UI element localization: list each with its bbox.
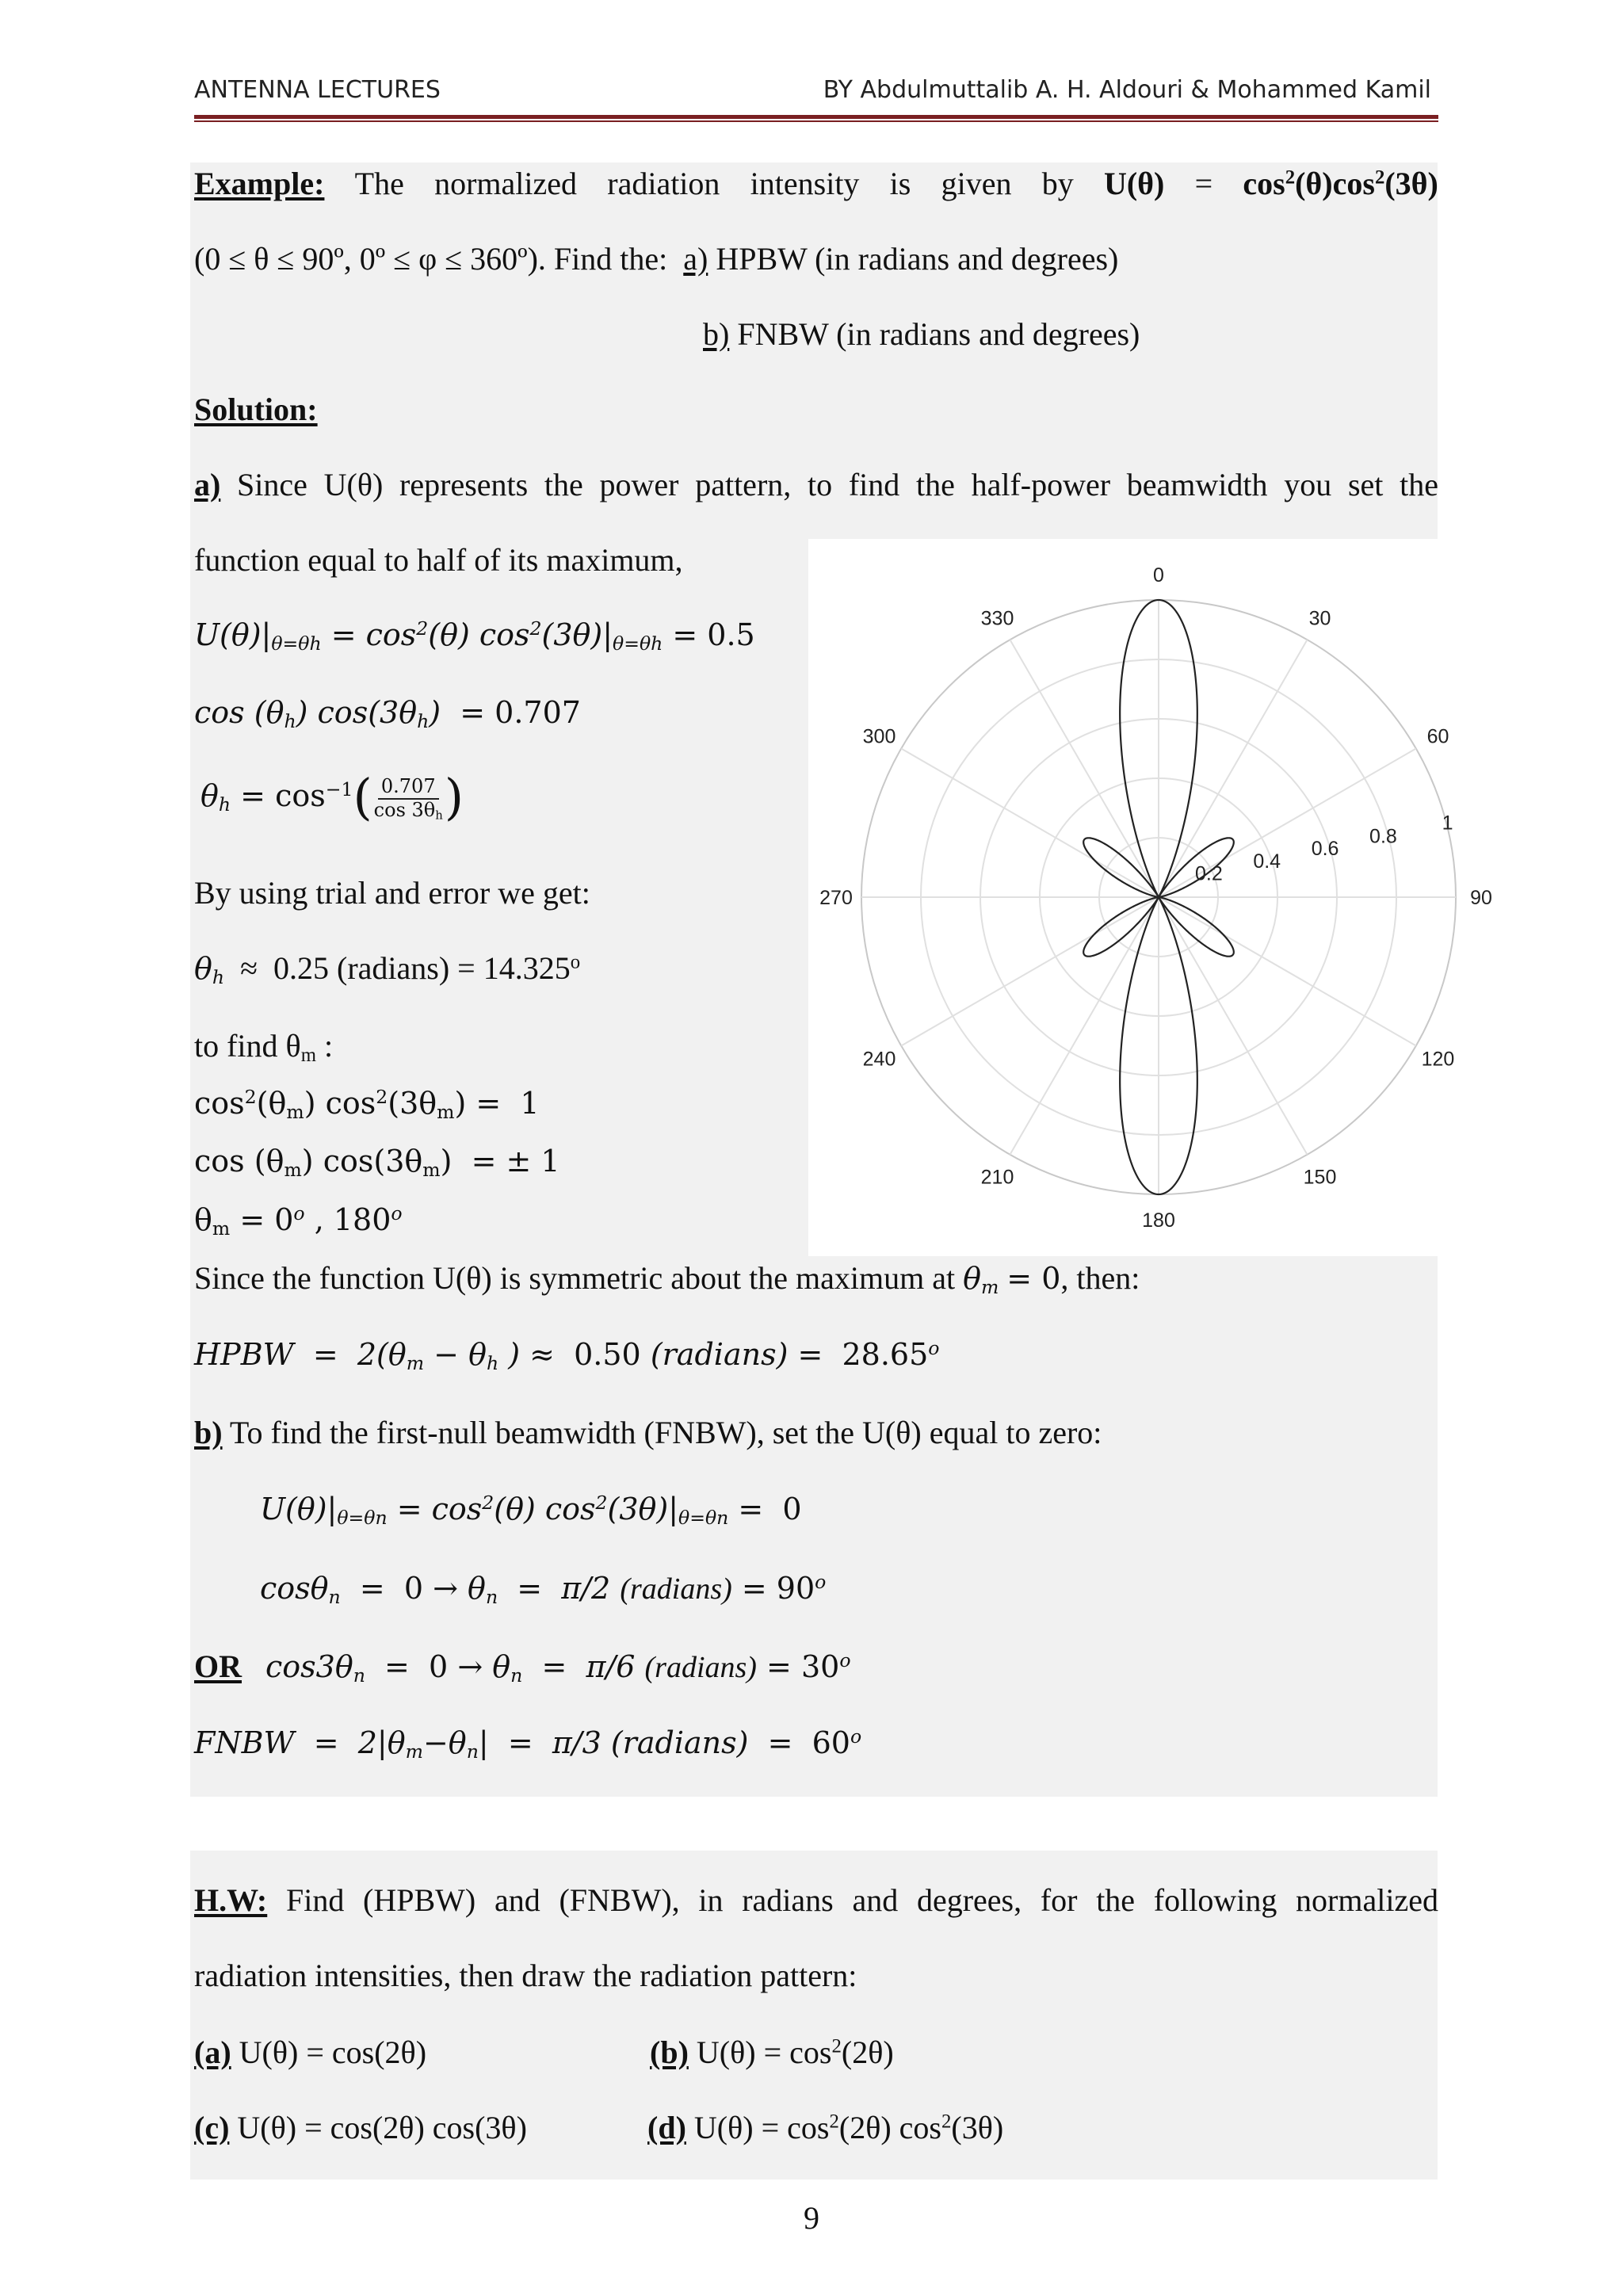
hw-a-label: (a) [194,2034,231,2070]
homework-d: (d) $U(\theta) = \cos^2(2\theta)$ $\cos^2(3\theta)$ [647,2110,1004,2145]
equation-hpbw: HPBW = $2(\theta_m - \theta_h$ ) ≈ 0.50 (radians) = 28.65$^o$ [194,1337,940,1374]
page-number: 9 [804,2200,819,2236]
word: (FNBW), [559,1882,680,1918]
word: intensity [750,166,860,201]
angle-label: 180 [1142,1209,1175,1232]
angle-label: 210 [980,1166,1014,1189]
equation-null: $U(\theta)|_{\theta=\theta n} = \cos^2(\theta) \cos^2(3\theta)|_{\theta=\theta n} = 0$ [260,1492,802,1529]
find-m-text: to find θ [194,1028,301,1064]
word: degrees, [916,1882,1022,1918]
hw-d-label: (d) [647,2110,686,2145]
equation-max-1: $\cos^2(\theta_m) \cos^2(3\theta_m) = 1$ [194,1086,540,1123]
angle-label: 90 [1470,887,1492,909]
part-a-text: HPBW (in radians and degrees) [708,241,1119,277]
homework-a [194,2034,427,2070]
symmetric-text-end: , then: [1060,1260,1140,1296]
radiation-pattern-plot [808,539,1492,1256]
equation-max-2: $\cos (\theta_m) \cos(3\theta_m)$ = ± 1 [194,1144,560,1181]
equation-max-3: $\theta_m = 0^o$ , 180$^o$ [194,1202,403,1240]
example-label: Example: [194,166,325,201]
find-theta-m: to find $\theta_m$ : [194,1028,334,1067]
solution-b-line [194,1417,1102,1449]
word: U(θ) [323,467,384,502]
range-text: (0 ≤ θ ≤ 90º, 0º ≤ φ ≤ 360º). Find the: [194,241,668,277]
radial-label: 0.8 [1369,825,1397,848]
word: represents [399,467,529,502]
word: normalized [434,166,578,201]
homework-line-1 [194,1882,1438,1918]
hw-a-text: U(θ) = cos(2θ) [231,2034,427,2070]
symmetric-line: Since the function U(θ) is symmetric about the maximum at $\theta_m = 0$, then: [194,1260,1140,1298]
symmetric-text: Since the function U(θ) is symmetric about the maximum at [194,1260,956,1296]
word: (HPBW) [363,1882,476,1918]
equation-theta-h: $\theta_h = \cos^{-1}$( $\frac{0.707}{\cos 3\theta_h}$ ) [200,768,464,826]
grid-spoke [1159,897,1308,1155]
word: the [915,467,955,502]
example-line-3 [703,316,1140,352]
word: Find [285,1882,345,1918]
angle-label: 0 [1153,564,1164,586]
word: the [1400,467,1438,502]
angle-label: 150 [1303,1166,1337,1189]
hw-b-label: (b) [650,2034,689,2070]
theta-h-result: $\theta_h \approx 0.25$ (radians) = $14.325^o$ [194,950,581,988]
word: by [1041,166,1074,201]
u-theta: U(θ) [1103,166,1165,201]
radial-label: 0.2 [1194,862,1223,885]
word: and [852,1882,899,1918]
word: in [698,1882,724,1918]
angle-label: 30 [1308,607,1331,630]
header-left: ANTENNA LECTURES [194,76,441,104]
grid-spoke [1159,640,1308,897]
header-rule-thin [194,120,1438,122]
word: is [889,166,911,201]
word: pattern, [695,467,792,502]
grid-spoke [901,749,1159,898]
word: given [941,166,1012,201]
word: you [1284,467,1332,502]
hw-c-text: U(θ) = cos(2θ) cos(3θ) [229,2110,527,2145]
homework-line-2: radiation intensities, then draw the radiation pattern: [194,1958,857,1993]
grid-spoke [901,897,1159,1046]
solution-a-line-2: function equal to half of its maximum, [194,542,683,578]
angle-label: 330 [980,607,1014,630]
angle-label: 300 [862,725,896,748]
angle-label: 270 [819,887,853,909]
equation-cos-product: $\cos (\theta_h) \cos(3\theta_h) = 0.707$ [194,695,581,732]
header-right: BY Abdulmuttalib A. H. Aldouri & Mohammed Kamil [823,76,1431,104]
equation-null-2: OR $\cos 3\theta_n = 0 \to \theta_n = \pi/6$ (radians) = $30^o$ [194,1648,851,1687]
intensity-expression: $\cos^2(\theta)\cos^2(3\theta)$ [1243,166,1438,201]
part-b-text: FNBW (in radians and degrees) [729,316,1140,352]
word: for [1040,1882,1078,1918]
word: the [544,467,583,502]
word: set [1347,467,1384,502]
radians-label: (radians) [644,1651,757,1684]
equation-null-1: $\cos\theta_n = 0 \to \theta_n = \pi/2$ (radians) = $90^o$ [260,1571,827,1608]
homework-b: (b) $U(\theta) = \cos^2(2\theta)$ [650,2034,894,2070]
word: following [1153,1882,1277,1918]
part-b-label: b) [703,316,730,352]
equation-fnbw: FNBW = $2|\theta_m-\theta_n| = \pi/3$ (radians) = 60$^o$ [194,1725,862,1763]
hw-c-label: (c) [194,2110,230,2145]
word: half-power [971,467,1111,502]
equals-sign: = [1194,166,1213,201]
word: beamwidth [1126,467,1268,502]
word: find [848,467,900,502]
example-line-2 [194,243,1118,275]
word: to [807,467,833,502]
word: Since [237,467,307,502]
angle-label: 120 [1421,1048,1455,1071]
grid-spoke [1010,640,1159,897]
radial-label: 0.6 [1311,838,1339,861]
radial-label: 1 [1442,812,1453,835]
word: normalized [1296,1882,1438,1918]
word: and [494,1882,540,1918]
radial-label: 0.4 [1253,850,1281,873]
homework-c [194,2112,527,2144]
equation-half-power: $U(\theta)|_{\theta=\theta h} = \cos^2(\theta) \cos^2(3\theta)|_{\theta=\theta h} = 0.5$ [194,617,755,655]
solution-a-label: a) [194,467,221,502]
word: radians [742,1882,834,1918]
solution-label: Solution: [194,392,318,427]
or-label: OR [194,1648,242,1684]
radians-label: (radians) [620,1572,732,1606]
grid-spoke [1010,897,1159,1155]
solution-a-line-1 [194,469,1438,501]
theta-h-value: 0.25 (radians) = 14.325 [273,950,571,986]
solution-b-text: To find the first-null beamwidth (FNBW), set the U(θ) equal to zero: [222,1415,1102,1450]
header-rule [194,115,1438,119]
grid-spoke [1159,897,1416,1046]
word: power [599,467,679,502]
word: The [354,166,404,201]
part-a-label: a) [683,241,708,277]
example-line-1 [194,168,1438,200]
homework-label: H.W: [194,1882,268,1918]
word: radiation [607,166,720,201]
angle-label: 240 [862,1048,896,1071]
trial-text: By using trial and error we get: [194,875,590,911]
solution-b-label: b) [194,1415,223,1450]
word: the [1096,1882,1136,1918]
angle-label: 60 [1426,725,1449,748]
